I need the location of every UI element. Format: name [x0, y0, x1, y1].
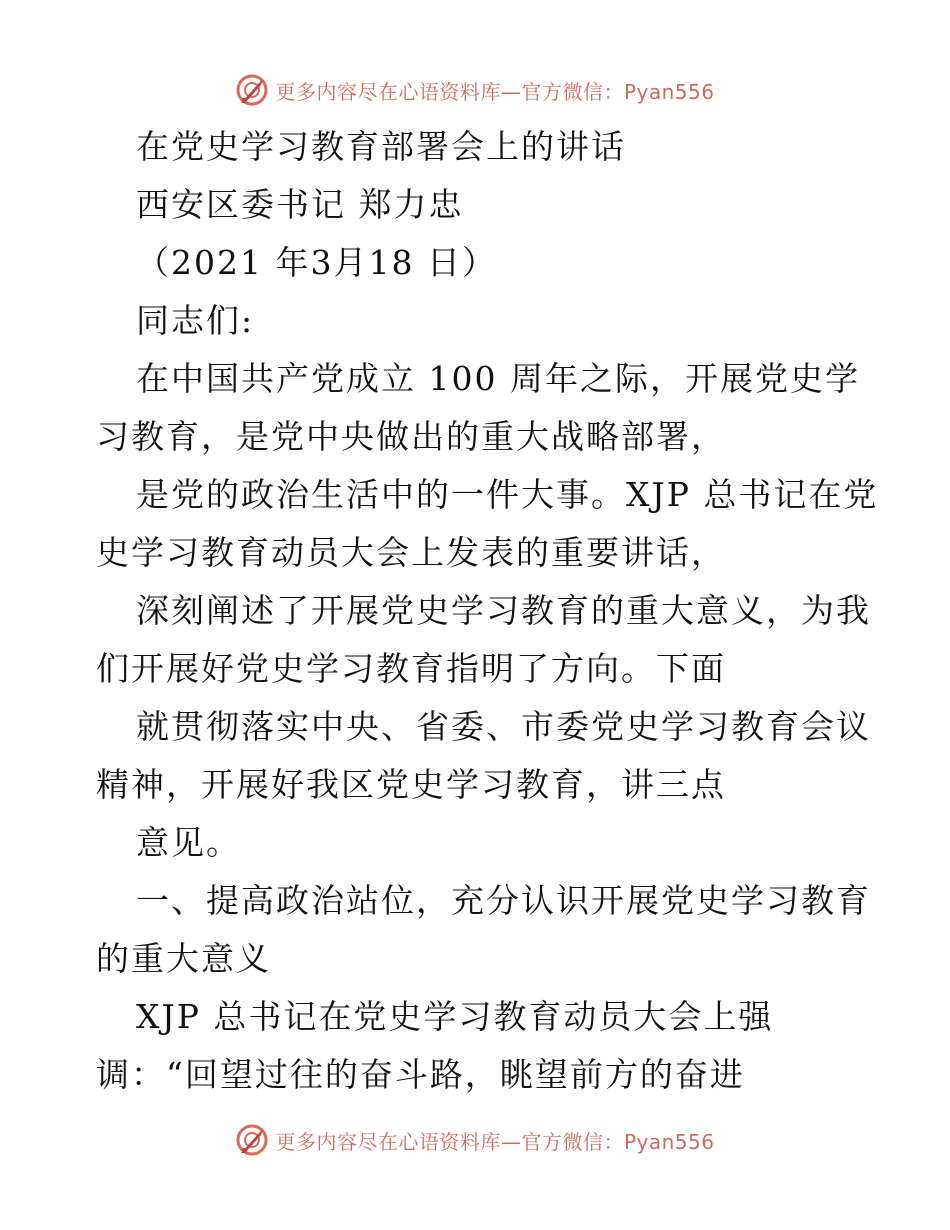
watermark-text: 更多内容尽在心语资料库—官方微信：Pyan556: [275, 79, 715, 104]
text-line: 就贯彻落实中央、省委、市委党史学习教育会议: [136, 707, 871, 746]
text-line: 精神，开展好我区党史学习教育，讲三点: [96, 765, 726, 804]
text-line: 西安区委书记 郑力忠: [136, 185, 464, 224]
text-line: 一、提高政治站位，充分认识开展党史学习教育: [136, 881, 871, 920]
text-line: 同志们:: [136, 301, 255, 340]
text-line: 深刻阐述了开展党史学习教育的重大意义，为我: [136, 591, 871, 630]
quill-logo-icon: [235, 73, 269, 107]
text-line: 是党的政治生活中的一件大事。XJP 总书记在党: [136, 475, 879, 514]
text-line: 的重大意义: [96, 939, 271, 978]
text-line: 在党史学习教育部署会上的讲话: [136, 127, 626, 166]
text-line: 史学习教育动员大会上发表的重要讲话，: [96, 533, 726, 572]
text-line: 在中国共产党成立 100 周年之际，开展党史学: [136, 359, 860, 398]
footer-watermark-banner: [0, 1122, 950, 1158]
text-line: （2021 年3月18 日）: [136, 243, 497, 282]
text-line: 意见。: [136, 823, 241, 862]
text-line: 们开展好党史学习教育指明了方向。下面: [96, 649, 726, 688]
quill-logo-icon: [235, 1123, 269, 1157]
text-line: 习教育，是党中央做出的重大战略部署，: [96, 417, 726, 456]
text-line: XJP 总书记在党史学习教育动员大会上强: [136, 997, 774, 1036]
watermark-text: 更多内容尽在心语资料库—官方微信：Pyan556: [275, 1129, 715, 1154]
text-line: 调：“回望过往的奋斗路，眺望前方的奋进: [96, 1055, 745, 1094]
header-watermark-banner: [0, 72, 950, 108]
document-body: [96, 118, 879, 1104]
